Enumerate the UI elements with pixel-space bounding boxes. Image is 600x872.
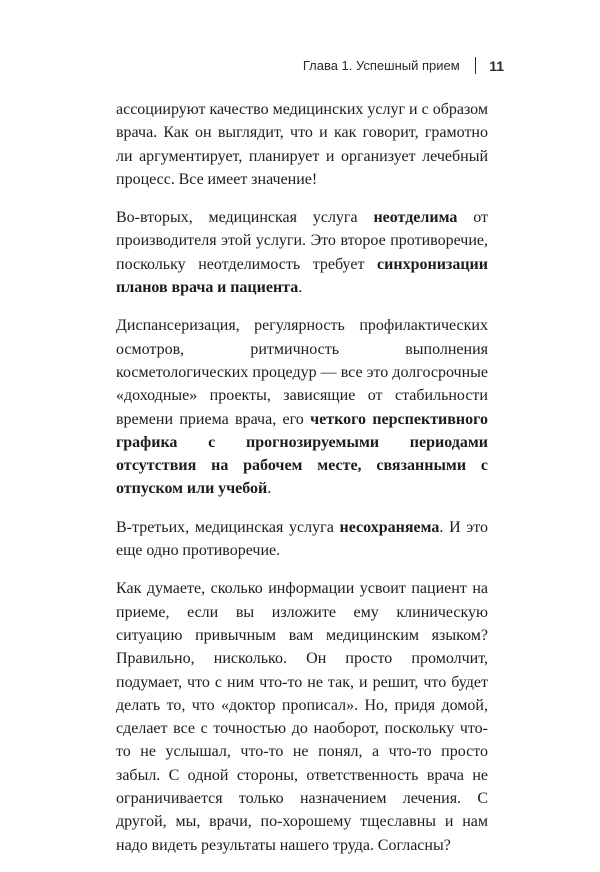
paragraph-1 bbox=[116, 98, 488, 191]
text-run: . И это еще одно противоречие. bbox=[116, 518, 488, 560]
text-run: Во-вторых, медицинская услуга bbox=[116, 209, 374, 227]
text-run: от производителя этой услуги. Это второе противоречие, поскольку неотделимость требует bbox=[116, 209, 488, 273]
bold-text-run: синхронизации планов врача и пациента bbox=[116, 255, 488, 297]
text-run: ассоциируют качество медицинских услуг и с образом врача. Как он выглядит, что и как говорит, грамотно ли аргументирует, планирует и организует лечебный процесс. Все имеет значение! bbox=[116, 101, 488, 188]
bold-text-run: несохраняема bbox=[339, 518, 440, 536]
chapter-title: Глава 1. Успешный прием bbox=[302, 58, 460, 73]
paragraph-3 bbox=[116, 314, 488, 500]
paragraph-4 bbox=[116, 516, 488, 563]
page-number: 11 bbox=[489, 57, 504, 74]
bold-text-run: четкого перспективного графика с прогнозируемыми периодами отсутствия на рабочем месте, связанными с отпуском или учебой bbox=[116, 410, 489, 498]
header-divider bbox=[475, 57, 477, 74]
paragraph-5 bbox=[116, 577, 488, 857]
text-run: . bbox=[267, 480, 272, 498]
text-run: Диспансеризация, регулярность профилактических осмотров, ритмичность выполнения косметологических процедур — все это долгосрочные «доходные» проекты, зависящие от стабильности времени приема врача, его bbox=[116, 317, 488, 428]
text-run: Как думаете, сколько информации усвоит пациент на приеме, если вы изложите ему клиническую ситуацию привычным вам медицинским языком? Правильно, нисколько. Он просто промолчит, подумает, что с ним что-то не так, и решит, что будет делать то, что «доктор прописал». Но, придя домой, сделает все с точностью до наоборот, поскольку что-то не услышал, что-то не понял, а что-то просто забыл. С одной стороны, ответственность врача не ограничивается только назначением лечения. С другой, мы, врачи, по-хорошему тщеславны и нам надо видеть результаты нашего труда. Согласны? bbox=[116, 580, 488, 854]
body-text bbox=[116, 98, 488, 872]
text-run: . bbox=[298, 279, 303, 297]
paragraph-2 bbox=[116, 206, 488, 299]
bold-text-run: неотделима bbox=[373, 209, 458, 227]
running-header bbox=[303, 57, 504, 74]
text-run: В-третьих, медицинская услуга bbox=[116, 518, 340, 536]
